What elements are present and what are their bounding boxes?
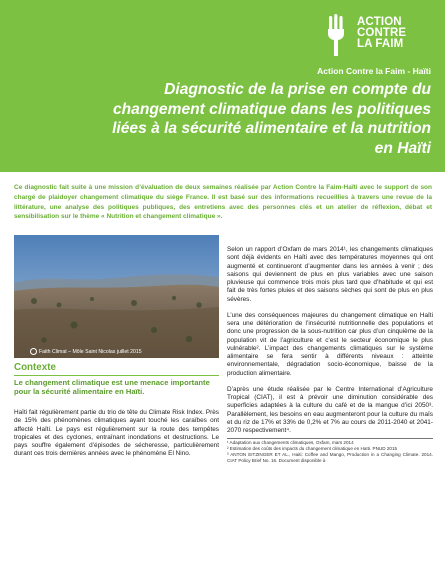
right-column	[227, 246, 433, 464]
photo-credit-text: Faith Climat – Môle Saint Nicolas juillet 2015	[39, 348, 142, 355]
org-subtitle: Action Contre la Faim - Haïti	[317, 66, 431, 76]
intro-paragraph: Ce diagnostic fait suite à une mission d’évaluation de deux semaines réalisée par Action Contre la Faim-Haïti avec le support de son chargé de plaidoyer changement climatique du siège France. Il est basé sur des informations recueillies à travers une revue de la littérature, une analyse des politiques publiques, des entretiens avec des personnes clés et un atelier de réflexion, débat et sensibilisation sur le thème « Nutrition et changement climatique ».	[14, 184, 432, 221]
logo-line-2: CONTRE	[357, 27, 407, 39]
photo-credit	[30, 348, 142, 355]
paragraph-oxfam: Selon un rapport d’Oxfam de mars 2014¹, les changements climatiques sont déjà évidents en Haïti avec des températures moyennes qui ont augmenté et continueront d’augmenter dans les années à venir ; des saisons qui deviennent de plus en plus variables avec une saison pluvieuse qui commence trois mois plus tard que d’habitude et qui est fait de très fortes pluies et des saisons sèches qui sont de plus en plus sévères.	[227, 246, 433, 303]
document-title: Diagnostic de la prise en compte du changement climatique dans les politiques liées à la sécurité alimentaire et la nutrition en Haïti	[112, 81, 431, 157]
logo-text	[357, 17, 406, 50]
header-band	[0, 0, 445, 172]
landscape-photo	[14, 235, 219, 358]
fork-hand-icon	[323, 14, 353, 58]
copyright-icon	[30, 348, 37, 355]
footnote-2: ² Estimation des coûts des impacts du changement climatique en Haïti. PNUD 2015	[227, 446, 398, 452]
logo-line-1: ACTION	[357, 16, 402, 28]
section-heading-contexte: Contexte	[14, 362, 56, 373]
context-lead: Le changement climatique est une menace importante pour la sécurité alimentaire en Haïti.	[14, 378, 210, 396]
paragraph-consequences: L’une des conséquences majeures du changement climatique en Haïti sera une détérioration de l’insécurité nutritionnelle des populations et donc une progression de la sous-nutrition car plus d’un cinquième de la population vit de l’agriculture et c’est le secteur économique le plus vulnérable². L’impact des changements climatiques sur le système alimentaire se fera sentir à différents niveaux : atteinte environnementale, dégradation socio-économique, baisse de la production alimentaire.	[227, 311, 433, 377]
section-divider	[14, 375, 219, 376]
footnote-1: ¹ Adaptation aux changements climatiques, Oxfam, mars 2014	[227, 440, 354, 446]
paragraph-ciat: D’après une étude réalisée par le Centre International d’Agriculture Tropical (CIAT), il est à prévoir une diminution considérable des superficies adaptées à la culture du café et de la mangue d’ici 2050³. Parallèlement, les besoins en eau augmenteront pour la culture du maïs et du riz de 17% et 33% de 0,2% et 7% au cours de 2011-2040 et 2041-2070 respectivement⁴.	[227, 385, 433, 434]
logo-line-3: LA FAIM	[357, 38, 404, 50]
context-body: Haïti fait régulièrement partie du trio de tête du Climate Risk Index. Près de 15% des phénomènes climatiques ayant touché les caraïbes ont affecté Haïti. Le pays est régulièrement sur la route des tempêtes tropicales et des cyclones, entraînant inondations et destructions. Le pays souffre également d’épisodes de sécheresse, particulièrement durant ces trois dernières années avec le phénomène El Nino.	[14, 409, 219, 458]
acf-logo	[323, 14, 431, 60]
footnote-3: ³ ANTON EITZINGER ET AL., Haiti: Coffee and Mango, Production in a Changing Climate. 2014. CIAT Policy Brief No. 16. Document disponible à	[227, 452, 433, 464]
footnotes	[227, 438, 433, 464]
